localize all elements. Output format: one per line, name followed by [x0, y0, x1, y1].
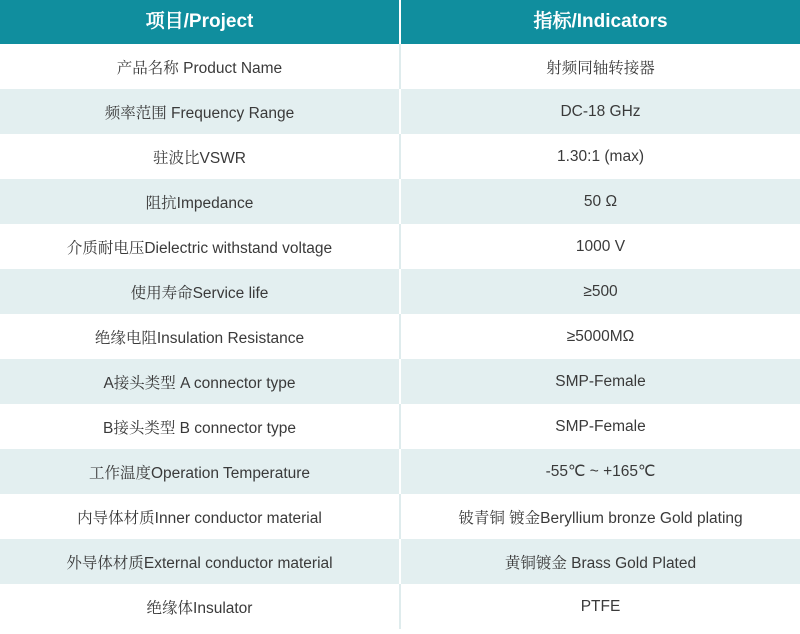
table-row	[0, 359, 800, 404]
table-row	[0, 314, 800, 359]
cell-indicator: ≥5000MΩ	[400, 314, 800, 359]
cell-indicator: SMP-Female	[400, 359, 800, 404]
cell-indicator: SMP-Female	[400, 404, 800, 449]
table-row	[0, 539, 800, 584]
table-row	[0, 404, 800, 449]
cell-project: 介质耐电压Dielectric withstand voltage	[0, 224, 400, 269]
cell-indicator: -55℃ ~ +165℃	[400, 449, 800, 494]
cell-project: 工作温度Operation Temperature	[0, 449, 400, 494]
cell-project: 频率范围 Frequency Range	[0, 89, 400, 134]
column-header-indicator: 指标/Indicators	[400, 0, 800, 44]
table-header	[0, 0, 800, 44]
cell-project: 绝缘电阻Insulation Resistance	[0, 314, 400, 359]
cell-indicator: PTFE	[400, 584, 800, 629]
cell-indicator: 1.30:1 (max)	[400, 134, 800, 179]
cell-project: A接头类型 A connector type	[0, 359, 400, 404]
table-row	[0, 494, 800, 539]
cell-project: 内导体材质Inner conductor material	[0, 494, 400, 539]
cell-indicator: 铍青铜 镀金Beryllium bronze Gold plating	[400, 494, 800, 539]
cell-project: 外导体材质External conductor material	[0, 539, 400, 584]
cell-project: 产品名称 Product Name	[0, 44, 400, 89]
table-body	[0, 44, 800, 629]
table-row	[0, 584, 800, 629]
table-row	[0, 224, 800, 269]
table-row	[0, 89, 800, 134]
cell-indicator: 射频同轴转接器	[400, 44, 800, 89]
cell-indicator: 50 Ω	[400, 179, 800, 224]
table-row	[0, 134, 800, 179]
cell-project: 绝缘体Insulator	[0, 584, 400, 629]
cell-project: 驻波比VSWR	[0, 134, 400, 179]
cell-indicator: 黄铜镀金 Brass Gold Plated	[400, 539, 800, 584]
table-row	[0, 179, 800, 224]
column-header-project: 项目/Project	[0, 0, 400, 44]
table-row	[0, 449, 800, 494]
cell-indicator: DC-18 GHz	[400, 89, 800, 134]
cell-indicator: ≥500	[400, 269, 800, 314]
cell-project: B接头类型 B connector type	[0, 404, 400, 449]
cell-project: 阻抗Impedance	[0, 179, 400, 224]
cell-project: 使用寿命Service life	[0, 269, 400, 314]
table-header-row	[0, 0, 800, 44]
table-row	[0, 269, 800, 314]
table-row	[0, 44, 800, 89]
cell-indicator: 1000 V	[400, 224, 800, 269]
